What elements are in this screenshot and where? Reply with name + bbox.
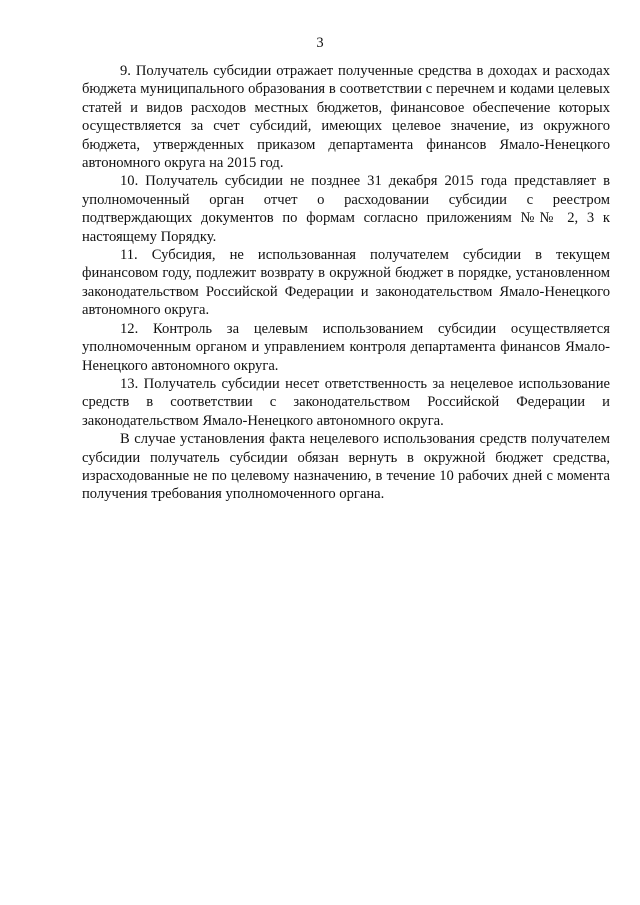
document-body: [82, 62, 610, 504]
paragraph-misuse-return: В случае установления факта нецелевого использования средств получателем субсидии получатель субсидии обязан вернуть в окружной бюджет средства, израсходованные не по целевому назначению, в течение 10 рабочих дней с момента получения требования уполномоченного органа.: [82, 431, 610, 503]
paragraph-item-12: 12. Контроль за целевым использованием субсидии осуществляется уполномоченным органом и управлением контроля департамента финансов Ямало-Ненецкого автономного округа.: [82, 320, 610, 374]
paragraph-item-10: 10. Получатель субсидии не позднее 31 декабря 2015 года представляет в уполномоченный орган отчет о расходовании субсидии с реестром подтверждающих документов по формам согласно приложениям №№ 2, 3 к настоящему Порядку.: [82, 173, 610, 245]
paragraph-item-11: 11. Субсидия, не использованная получателем субсидии в текущем финансовом году, подлежит возврату в окружной бюджет в порядке, установленном законодательством Российской Федерации и законодательством Ямало-Ненецкого автономного округа.: [82, 247, 610, 319]
page-number: 3: [316, 35, 324, 51]
paragraph-item-9: 9. Получатель субсидии отражает полученные средства в доходах и расходах бюджета муниципального образования в соответствии с перечнем и кодами целевых статей и видов расходов местных бюджетов, финансовое обеспечение которых осуществляется за счет субсидий, имеющих целевое значение, из окружного бюджета, утвержденных приказом департамента финансов Ямало-Ненецкого автономного округа на 2015 год.: [82, 63, 610, 172]
paragraph-item-13: 13. Получатель субсидии несет ответственность за нецелевое использование средств в соответствии с законодательством Российской Федерации и законодательством Ямало-Ненецкого автономного округа.: [82, 375, 610, 429]
